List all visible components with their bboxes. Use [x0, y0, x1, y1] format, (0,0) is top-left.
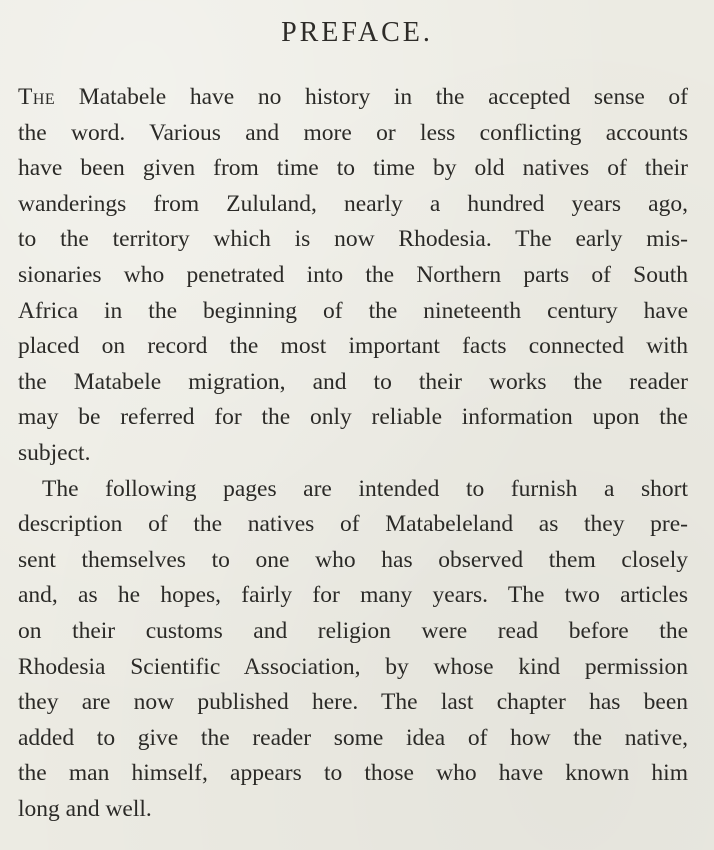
text-line: description of the natives of Matabeleland as they pre- — [18, 511, 688, 538]
text-line: subject. — [18, 439, 91, 466]
text-line: on their customs and religion were read before the — [18, 617, 688, 644]
text-line: may be referred for the only reliable information upon the — [18, 404, 688, 431]
text-line: they are now published here. The last chapter has been — [18, 689, 688, 716]
text-line-rest: Matabele have no history in the accepted sense of — [55, 84, 688, 110]
text-line: Africa in the beginning of the nineteenth century have — [18, 297, 688, 324]
paragraph-2 — [18, 472, 688, 828]
drop-word: The — [18, 84, 56, 110]
text-line: the man himself, appears to those who have known him — [18, 760, 688, 787]
text-line: The following pages are intended to furnish a short — [42, 475, 688, 502]
text-line: the Matabele migration, and to their works the reader — [18, 368, 688, 395]
text-line: placed on record the most important facts connected with — [18, 333, 688, 360]
text-line: added to give the reader some idea of how the native, — [18, 724, 688, 751]
text-line: long and well. — [18, 795, 152, 822]
text-line: sionaries who penetrated into the Northern parts of South — [18, 261, 688, 288]
text-line: have been given from time to time by old natives of their — [18, 155, 688, 182]
preface-body — [18, 80, 688, 827]
text-line: sent themselves to one who has observed them closely — [18, 546, 688, 573]
paragraph-1 — [18, 80, 688, 472]
text-line — [18, 80, 688, 116]
text-line: to the territory which is now Rhodesia. The early mis- — [18, 226, 688, 253]
text-line: and, as he hopes, fairly for many years. The two articles — [18, 582, 688, 609]
page-title: PREFACE. — [281, 17, 433, 48]
text-line: the word. Various and more or less conflicting accounts — [18, 119, 688, 146]
text-line: wanderings from Zululand, nearly a hundred years ago, — [18, 190, 688, 217]
text-line: Rhodesia Scientific Association, by whose kind permission — [18, 653, 688, 680]
